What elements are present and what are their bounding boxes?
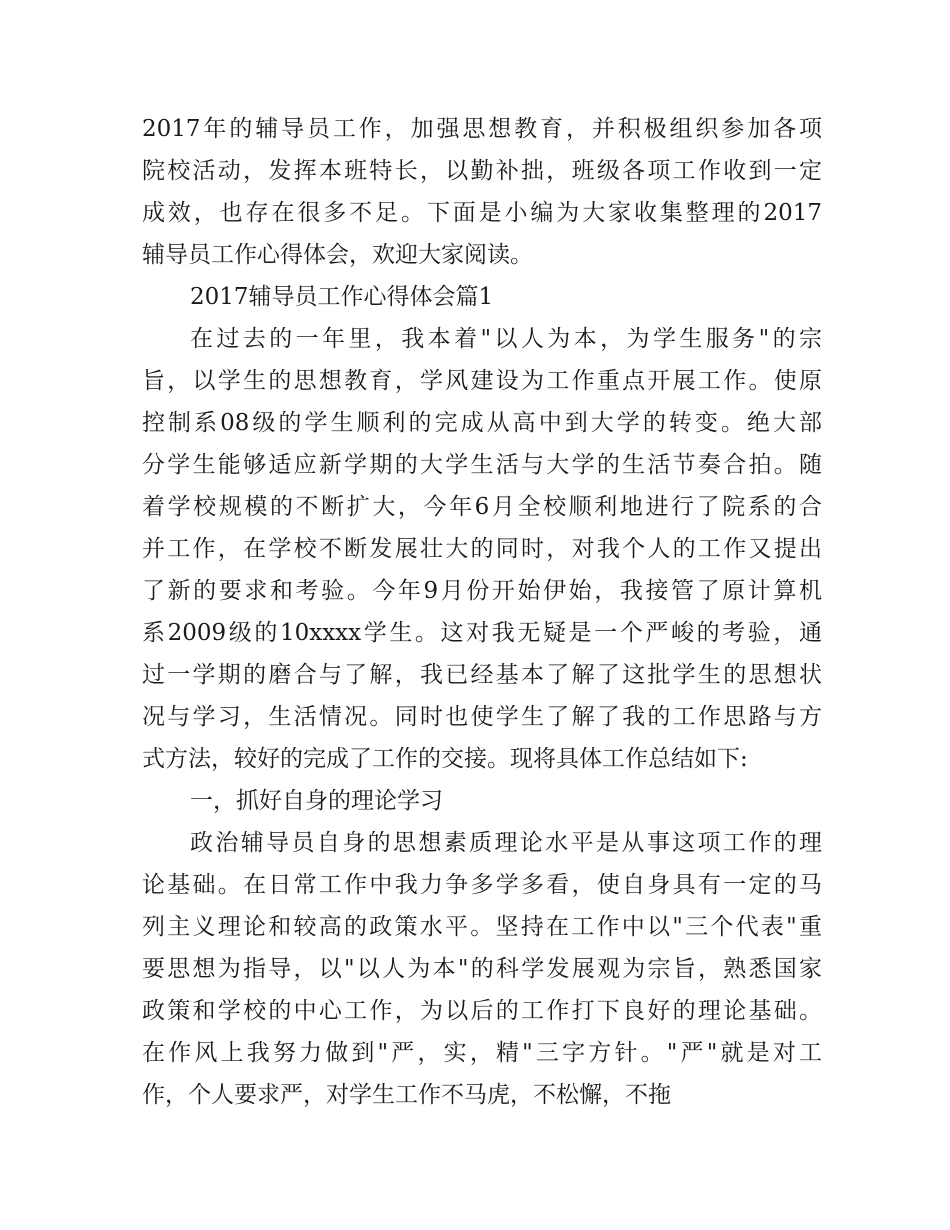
- text-line: 着学校规模的不断扩大，今年6月全校顺利地进行了院系的合: [142, 494, 822, 520]
- text-line: 旨，以学生的思想教育，学风建设为工作重点开展工作。使原: [142, 368, 822, 394]
- text-line: 政治辅导员自身的思想素质理论水平是从事这项工作的理: [190, 830, 822, 856]
- text-line: 院校活动，发挥本班特长，以勤补拙，班级各项工作收到一定: [142, 158, 822, 184]
- text-line: 分学生能够适应新学期的大学生活与大学的生活节奏合拍。随: [142, 452, 822, 478]
- text-line: 政策和学校的中心工作，为以后的工作打下良好的理论基础。: [142, 998, 822, 1024]
- text-line: 系2009级的10xxxx学生。这对我无疑是一个严峻的考验，通: [142, 620, 822, 646]
- text-line: 作，个人要求严，对学生工作不马虎，不松懈，不拖: [142, 1082, 671, 1108]
- text-line: 了新的要求和考验。今年9月份开始伊始，我接管了原计算机: [142, 578, 822, 604]
- text-line: 控制系08级的学生顺利的完成从高中到大学的转变。绝大部: [142, 410, 822, 436]
- section-heading: 2017辅导员工作心得体会篇1: [190, 284, 494, 310]
- text-line: 要思想为指导，以"以人为本"的科学发展观为宗旨，熟悉国家: [142, 956, 822, 982]
- text-line: 列主义理论和较高的政策水平。坚持在工作中以"三个代表"重: [142, 914, 822, 940]
- text-line: 在作风上我努力做到"严，实，精"三字方针。"严"就是对工: [142, 1040, 822, 1066]
- text-line: 成效，也存在很多不足。下面是小编为大家收集整理的2017: [142, 200, 822, 226]
- text-line: 过一学期的磨合与了解，我已经基本了解了这批学生的思想状: [142, 662, 822, 688]
- section-heading: 一，抓好自身的理论学习: [190, 788, 443, 814]
- document-body: [142, 108, 822, 1116]
- text-line: 式方法，较好的完成了工作的交接。现将具体工作总结如下:: [142, 746, 748, 772]
- text-line: 在过去的一年里，我本着"以人为本，为学生服务"的宗: [190, 326, 822, 352]
- text-line: 2017年的辅导员工作，加强思想教育，并积极组织参加各项: [142, 116, 822, 142]
- text-line: 论基础。在日常工作中我力争多学多看，使自身具有一定的马: [142, 872, 822, 898]
- text-line: 辅导员工作心得体会，欢迎大家阅读。: [142, 242, 533, 268]
- text-line: 并工作，在学校不断发展壮大的同时，对我个人的工作又提出: [142, 536, 822, 562]
- text-line: 况与学习，生活情况。同时也使学生了解了我的工作思路与方: [142, 704, 822, 730]
